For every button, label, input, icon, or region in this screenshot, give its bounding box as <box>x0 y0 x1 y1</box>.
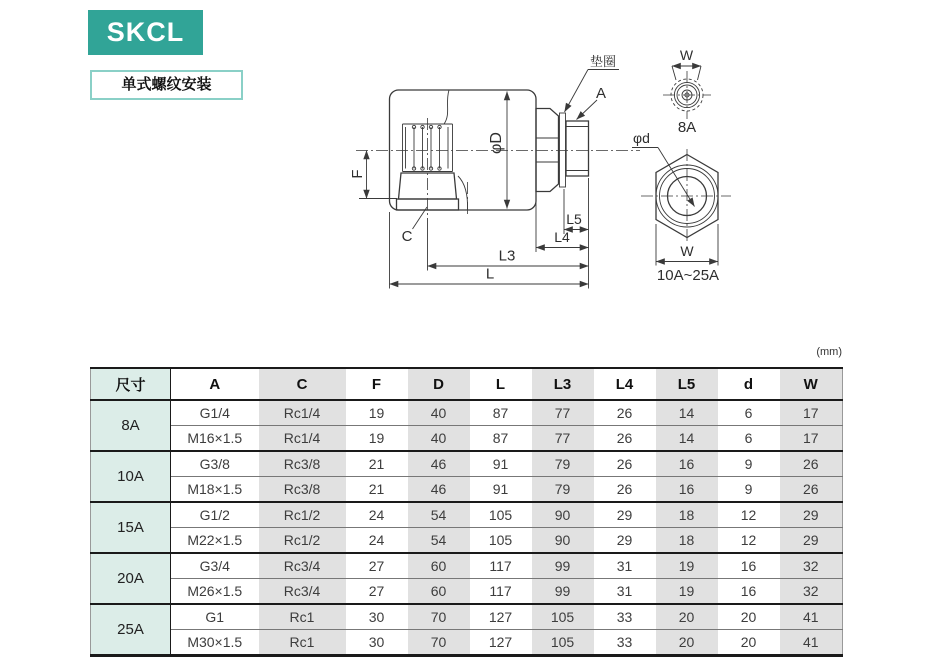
table-cell: G3/4 <box>171 553 259 579</box>
dim-label-w-small: W <box>679 47 694 63</box>
col-header-A: A <box>171 368 259 400</box>
table-cell: 105 <box>470 502 532 528</box>
table-cell: 26 <box>780 477 843 503</box>
table-row <box>91 528 843 554</box>
dim-label-phi-d-major: φD <box>488 132 505 154</box>
model-banner: SKCL <box>88 10 203 55</box>
table-cell: 33 <box>594 604 656 630</box>
col-header-F: F <box>346 368 408 400</box>
table-cell: G1/2 <box>171 502 259 528</box>
table-body <box>91 400 843 656</box>
table-cell: Rc3/4 <box>259 579 346 605</box>
table-row <box>91 451 843 477</box>
table-cell: 18 <box>656 528 718 554</box>
table-head <box>91 368 843 400</box>
table-cell: 26 <box>594 451 656 477</box>
table-cell: 27 <box>346 579 408 605</box>
table-cell: 91 <box>470 451 532 477</box>
table-cell: 16 <box>656 477 718 503</box>
header-row <box>91 368 843 400</box>
size-cell: 10A <box>91 451 171 502</box>
table-cell: Rc3/4 <box>259 553 346 579</box>
table-cell: M18×1.5 <box>171 477 259 503</box>
table-cell: 12 <box>718 502 780 528</box>
table-cell: 20 <box>718 604 780 630</box>
size-cell: 20A <box>91 553 171 604</box>
table-cell: 20 <box>656 630 718 656</box>
dim-label-phi-d-minor: φd <box>633 130 650 146</box>
table-cell: 127 <box>470 630 532 656</box>
table-cell: 90 <box>532 528 594 554</box>
dim-label-w-hex: W <box>680 243 694 259</box>
size-cell: 25A <box>91 604 171 656</box>
table-cell: 91 <box>470 477 532 503</box>
a-label: A <box>595 85 607 102</box>
table-cell: 31 <box>594 553 656 579</box>
table-cell: M26×1.5 <box>171 579 259 605</box>
table-cell: 40 <box>408 400 470 426</box>
table-cell: 21 <box>346 451 408 477</box>
table-cell: Rc1/2 <box>259 502 346 528</box>
table-cell: 77 <box>532 400 594 426</box>
table-cell: 6 <box>744 405 753 421</box>
dim-label-l: L <box>485 265 495 283</box>
table-cell: 29 <box>594 528 656 554</box>
table-cell: 26 <box>616 405 633 421</box>
table-cell: 90 <box>532 502 594 528</box>
table-cell: 105 <box>532 604 594 630</box>
table-cell: M22×1.5 <box>171 528 259 554</box>
table-row <box>91 630 843 656</box>
dim-label-l4: L4 <box>554 229 570 245</box>
table-cell: 105 <box>470 528 532 554</box>
size-label-8a: 8A <box>677 119 697 136</box>
table-row <box>91 604 843 630</box>
table-cell: G3/8 <box>171 451 259 477</box>
table-cell: Rc3/8 <box>259 477 346 503</box>
table-cell: 70 <box>408 604 470 630</box>
table-cell: 14 <box>656 426 718 452</box>
table-cell: 70 <box>408 630 470 656</box>
table-cell: 9 <box>718 451 780 477</box>
table-cell: 21 <box>346 477 408 503</box>
table-cell: 54 <box>408 502 470 528</box>
end-view-hex <box>632 130 731 284</box>
table-cell: Rc3/8 <box>259 451 346 477</box>
table-cell: 19 <box>656 553 718 579</box>
table-cell: 30 <box>346 630 408 656</box>
table-cell: 26 <box>594 477 656 503</box>
table-row <box>91 579 843 605</box>
table-cell: 41 <box>780 630 843 656</box>
table-cell: 99 <box>532 579 594 605</box>
dim-label-f: F <box>349 169 366 179</box>
table-cell: 127 <box>470 604 532 630</box>
size-cell: 8A <box>91 400 171 451</box>
table-cell: 9 <box>718 477 780 503</box>
dim-label-l3: L3 <box>498 247 516 265</box>
dimension-table <box>90 367 843 657</box>
table-cell: 40 <box>408 426 470 452</box>
table-cell: 60 <box>408 579 470 605</box>
table-cell: Rc1 <box>259 630 346 656</box>
end-view-8a <box>663 47 711 136</box>
table-cell: G1 <box>171 604 259 630</box>
table-cell: 60 <box>408 553 470 579</box>
col-header-L3: L3 <box>532 368 594 400</box>
table-row <box>91 400 843 426</box>
col-header-D: D <box>408 368 470 400</box>
table-cell: 30 <box>346 604 408 630</box>
table-cell: 117 <box>470 553 532 579</box>
table-cell: M30×1.5 <box>171 630 259 656</box>
table-cell: 54 <box>408 528 470 554</box>
table-cell: 79 <box>532 451 594 477</box>
table-cell: 18 <box>656 502 718 528</box>
table-cell: 31 <box>594 579 656 605</box>
table-cell: 33 <box>594 630 656 656</box>
col-header-C: C <box>259 368 346 400</box>
table-cell: 27 <box>346 553 408 579</box>
c-label: C <box>401 228 413 245</box>
table-cell: 17 <box>780 400 843 426</box>
dim-label-l5: L5 <box>566 211 582 227</box>
hex-nut <box>536 109 559 192</box>
port-threads <box>397 118 459 216</box>
size-cell: 15A <box>91 502 171 553</box>
col-header-L: L <box>470 368 532 400</box>
col-header-size: 尺寸 <box>91 368 171 400</box>
table-cell: 46 <box>408 477 470 503</box>
table-cell: 87 <box>470 426 532 452</box>
table-cell: 29 <box>780 528 843 554</box>
main-view <box>349 54 640 289</box>
table-cell: 17 <box>780 426 843 452</box>
table-cell: 19 <box>368 405 385 421</box>
table-row <box>91 502 843 528</box>
table-cell: 19 <box>346 426 408 452</box>
table-cell: 41 <box>780 604 843 630</box>
table-cell: Rc1 <box>259 604 346 630</box>
size-range-label: 10A~25A <box>656 267 720 284</box>
table-row <box>91 553 843 579</box>
col-header-W: W <box>780 368 843 400</box>
table-cell: 87 <box>492 405 509 421</box>
table-cell: 26 <box>594 426 656 452</box>
table-cell: 14 <box>656 400 718 426</box>
col-header-L5: L5 <box>656 368 718 400</box>
table-cell: 32 <box>780 553 843 579</box>
table-cell: 20 <box>718 630 780 656</box>
table-cell: 12 <box>718 528 780 554</box>
table-cell: 20 <box>656 604 718 630</box>
table-cell: G1/4 <box>199 405 230 421</box>
col-header-d: d <box>718 368 780 400</box>
table-cell: 117 <box>470 579 532 605</box>
mounting-type-label: 单式螺纹安装 <box>90 70 243 100</box>
table-cell: 29 <box>594 502 656 528</box>
table-cell: 24 <box>346 502 408 528</box>
table-cell: 32 <box>780 579 843 605</box>
table-cell: M16×1.5 <box>171 426 259 452</box>
thread-end <box>566 121 589 176</box>
table-cell: 16 <box>718 579 780 605</box>
washer <box>560 113 566 187</box>
table-cell: 29 <box>780 502 843 528</box>
body-outline <box>390 90 537 210</box>
table-cell: 24 <box>346 528 408 554</box>
table-cell: 46 <box>408 451 470 477</box>
table-cell: Rc1/4 <box>259 426 346 452</box>
table-cell: 26 <box>780 451 843 477</box>
table-row <box>91 426 843 452</box>
washer-label: 垫圈 <box>590 54 617 69</box>
table-cell: 19 <box>656 579 718 605</box>
table-row <box>91 477 843 503</box>
col-header-L4: L4 <box>594 368 656 400</box>
table-cell: 16 <box>718 553 780 579</box>
table-cell: 16 <box>656 451 718 477</box>
unit-note: (mm) <box>816 346 842 358</box>
table-cell: 79 <box>532 477 594 503</box>
table-cell: 77 <box>532 426 594 452</box>
table-cell: 6 <box>718 426 780 452</box>
table-cell: Rc1/4 <box>259 400 346 426</box>
table-cell: 105 <box>532 630 594 656</box>
table-cell: 99 <box>532 553 594 579</box>
table-cell: Rc1/2 <box>259 528 346 554</box>
